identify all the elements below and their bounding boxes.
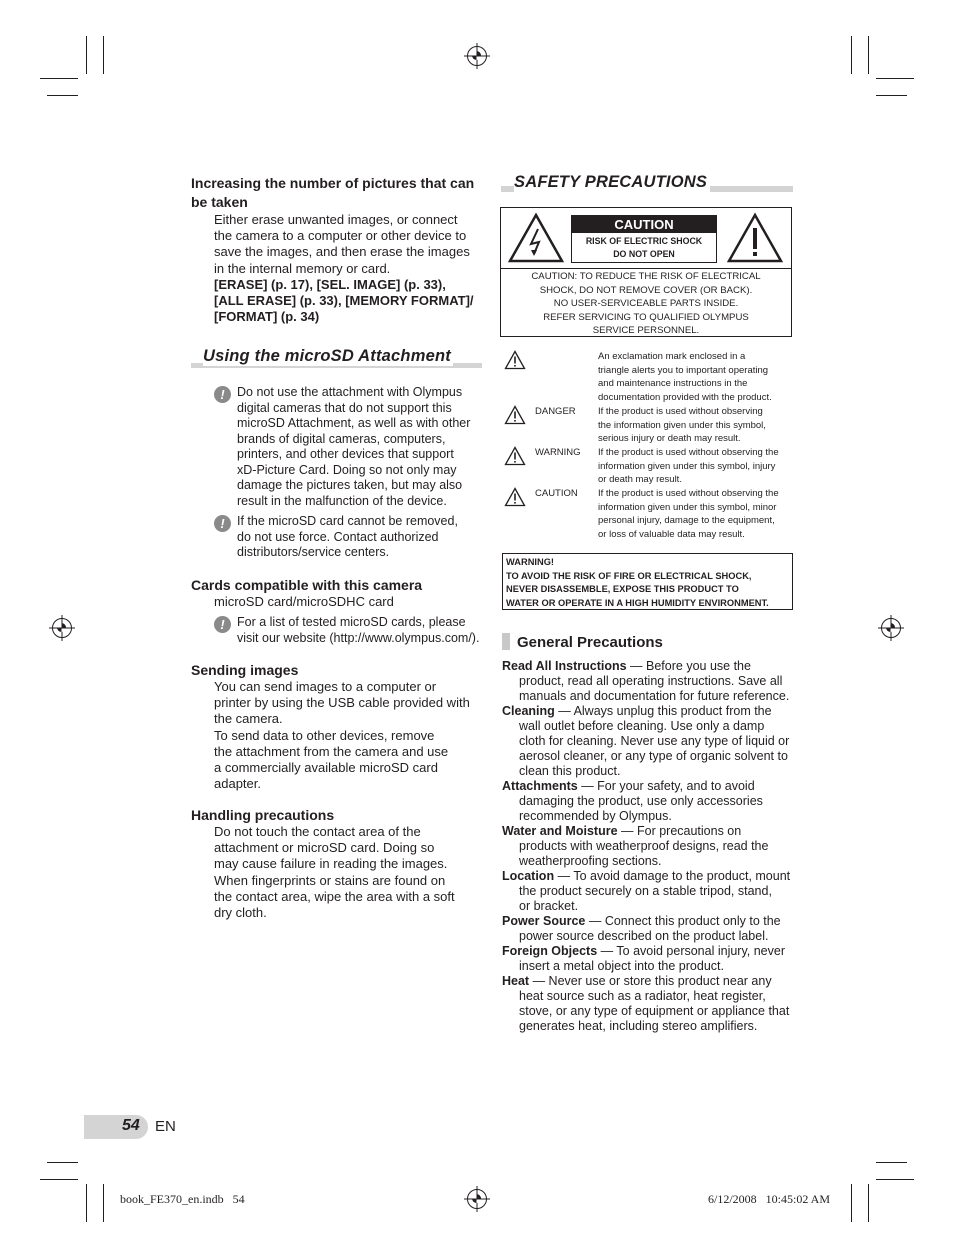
crop-mark [47,95,78,96]
text-line: dry cloth. [214,905,267,921]
sending-heading: Sending images [191,662,299,678]
crop-mark [851,36,852,74]
note-removal [237,514,487,561]
text-line: — To avoid damage to the product, mount [557,869,791,883]
crop-mark [47,1162,78,1163]
text-line: information given under this symbol, injury [598,460,776,472]
caution-label-box [571,215,717,263]
text-line: and maintenance instructions in the [598,378,748,389]
text-line: NO USER-SERVICEABLE PARTS INSIDE. [553,298,739,309]
text-line: product, read all operating instructions. Save all [519,674,783,688]
exclamation-triangle-icon [504,487,526,507]
caution-sub [572,233,716,261]
text-line: Do not use the attachment with Olympus [237,385,463,399]
caution-label: CAUTION [572,216,716,233]
text-line: Do not touch the contact area of the [214,824,421,839]
general-precautions-list [502,659,794,1034]
crop-mark [86,1184,87,1222]
note-tested-cards [237,615,487,646]
footer-timestamp: 6/12/2008 10:45:02 AM [708,1192,831,1206]
symbol-description [598,487,798,541]
text-line: power source described on the product label. [519,929,769,943]
caution-box [500,207,792,337]
heading-marker [502,633,510,650]
divider [501,268,791,269]
warning-box [502,553,793,610]
crop-mark [40,78,78,79]
footer-filename: book_FE370_en.indb 54 [120,1192,245,1206]
item-term: Cleaning [502,704,555,718]
note-icon: ! [214,515,231,532]
crop-mark [876,1162,907,1163]
text-line: the contact area, wipe the area with a soft [214,888,455,904]
text-line: printer by using the USB cable provided with [214,695,470,711]
text-line: — To avoid personal injury, never [600,944,785,958]
text-line: the camera to a computer or other device to [214,228,467,244]
text-line: WATER OR OPERATE IN A HIGH HUMIDITY ENVIRONMENT. [506,597,769,608]
text-line: damage the pictures taken, but may also [237,478,463,492]
text-line: visit our website (http://www.olympus.com/). [237,630,480,645]
item-term: Power Source [502,914,586,928]
symbol-label: WARNING [535,447,581,458]
text-line: SERVICE PERSONNEL. [592,325,700,336]
text-line: adapter. [214,776,261,792]
symbol-description [598,405,798,446]
item-term: Location [502,869,555,883]
text-line: — Before you use the [630,659,751,673]
crop-mark [86,36,87,74]
text-line: cloth for cleaning. Never use any type of liquid or [519,734,790,748]
registration-mark-icon [467,1189,487,1209]
crop-mark [103,36,104,74]
text-line: RISK OF ELECTRIC SHOCK [585,236,703,246]
registration-mark-icon [881,618,901,638]
cards-heading: Cards compatible with this camera [191,577,423,593]
list-item [502,869,794,914]
item-term: Read All Instructions [502,659,627,673]
text-line: or loss of valuable data may result. [598,528,745,540]
text-line: To send data to other devices, remove [214,727,435,743]
text-line: insert a metal object into the product. [519,959,724,973]
text-line: [FORMAT] (p. 34) [214,309,320,325]
text-line: or bracket. [519,899,579,913]
text-line: TO AVOID THE RISK OF FIRE OR ELECTRICAL SHOCK, [506,570,752,581]
text-line: manuals and documentation for future reference. [519,689,790,703]
exclamation-triangle-icon [504,405,526,425]
text-line: If the product is used without observing the [598,488,779,499]
item-term: Water and Moisture [502,824,618,838]
text-line: Either erase unwanted images, or connect [214,212,458,227]
safety-heading: SAFETY PRECAUTIONS [514,173,710,192]
text-line: triangle alerts you to important operating [598,364,769,376]
handling-heading: Handling precautions [191,807,335,823]
text-line: — For precautions on [621,824,742,838]
list-item [502,659,794,704]
text-line: [ERASE] (p. 17), [SEL. IMAGE] (p. 33), [214,276,446,292]
text-line: aerosol cleaner, or any type of organic solvent to [519,749,788,763]
registration-mark-icon [52,618,72,638]
text-line: microSD Attachment, as well as with other [237,416,471,430]
text-line: save the images, and then erase the images [214,244,470,260]
cards-body: microSD card/microSDHC card [214,594,394,609]
text-line: If the product is used without observing the [598,447,779,458]
text-line: — For your safety, and to avoid [581,779,755,793]
text-line: — Connect this product only to the [588,914,781,928]
crop-mark [876,1179,914,1180]
text-line: stove, or any type of equipment or appliance that [519,1004,790,1018]
handling-body [214,824,489,921]
text-line: An exclamation mark enclosed in a [598,351,746,362]
page-number: 54 [122,1117,140,1134]
text-line: REFER SERVICING TO QUALIFIED OLYMPUS [543,311,749,323]
text-line: SHOCK, DO NOT REMOVE COVER (OR BACK). [539,284,753,296]
exclamation-triangle-icon [726,212,784,264]
text-line: If the microSD card cannot be removed, [237,514,458,528]
text-line: a commercially available microSD card [214,760,438,776]
text-line: WARNING! [506,557,555,567]
list-item [502,779,794,824]
sending-body [214,679,489,792]
text-line: clean this product. [519,764,621,778]
text-line: the camera. [214,711,283,727]
list-item [502,974,794,1034]
symbol-label: CAUTION [535,488,578,499]
text-line: the product securely on a stable tripod, stand, [519,884,772,898]
note-icon: ! [214,386,231,403]
text-line: information given under this symbol, minor [598,501,777,513]
note-icon: ! [214,616,231,633]
registration-mark-icon [467,46,487,66]
text-line: weatherproofing sections. [519,854,662,868]
text-line: brands of digital cameras, computers, [237,431,446,446]
exclamation-triangle-icon [504,350,526,370]
text-line: — Never use or store this product near any [532,974,772,988]
list-item [502,704,794,779]
text-line: generates heat, including stereo amplifiers. [519,1019,758,1033]
text-line: or death may result. [598,474,682,485]
text-line: in the internal memory or card. [214,260,391,276]
text-line: digital cameras that do not support this [237,400,452,415]
text-line: wall outlet before cleaning. Use only a damp [519,719,765,733]
text-line: CAUTION: TO REDUCE THE RISK OF ELECTRICAL [531,271,761,282]
text-line: attachment or microSD card. Doing so [214,840,435,856]
list-item [502,914,794,944]
symbol-label: DANGER [535,406,576,417]
text-line: do not use force. Contact authorized [237,529,439,544]
language-code: EN [155,1118,176,1135]
text-line: If the product is used without observing [598,406,763,417]
list-item [502,944,794,974]
text-line: result in the malfunction of the device. [237,493,447,508]
text-line: xD-Picture Card. Doing so not only may [237,462,457,477]
text-line: may cause failure in reading the images. [214,856,448,872]
exclamation-triangle-icon [504,446,526,466]
text-line: printers, and other devices that support [237,447,454,461]
crop-mark [103,1184,104,1222]
text-line: the information given under this symbol, [598,419,766,431]
symbol-description [598,446,798,487]
increase-body [214,212,489,325]
text-line: DO NOT OPEN [613,249,675,259]
crop-mark [876,95,907,96]
item-term: Attachments [502,779,578,793]
text-line: When fingerprints or stains are found on [214,872,446,888]
text-line: documentation provided with the product. [598,391,772,403]
crop-mark [868,36,869,74]
crop-mark [868,1184,869,1222]
text-line: recommended by Olympus. [519,809,672,823]
text-line: personal injury, damage to the equipment, [598,515,775,526]
text-line: products with weatherproof designs, read the [519,839,769,853]
text-line: — Always unplug this product from the [558,704,772,718]
text-line: heat source such as a radiator, heat register, [519,989,766,1003]
crop-mark [851,1184,852,1222]
text-line: You can send images to a computer or [214,679,437,694]
symbol-description [598,350,798,404]
text-line: distributors/service centers. [237,545,390,559]
item-term: Foreign Objects [502,944,598,958]
text-line: serious injury or death may result. [598,433,741,444]
text-line: the attachment from the camera and use [214,743,449,759]
text-line: For a list of tested microSD cards, please [237,615,466,629]
microsd-heading: Using the microSD Attachment [203,347,451,365]
general-heading: General Precautions [517,634,663,651]
electric-shock-icon [507,212,565,264]
increase-heading: Increasing the number of pictures that can be taken [191,175,475,210]
item-term: Heat [502,974,530,988]
text-line: [ALL ERASE] (p. 33), [MEMORY FORMAT]/ [214,293,474,309]
list-item [502,824,794,869]
crop-mark [876,78,914,79]
text-line: NEVER DISASSEMBLE, EXPOSE THIS PRODUCT TO [506,584,739,594]
crop-mark [40,1179,78,1180]
caution-text [501,270,791,338]
note-attachment [237,385,487,509]
text-line: damaging the product, use only accessories [519,794,763,808]
